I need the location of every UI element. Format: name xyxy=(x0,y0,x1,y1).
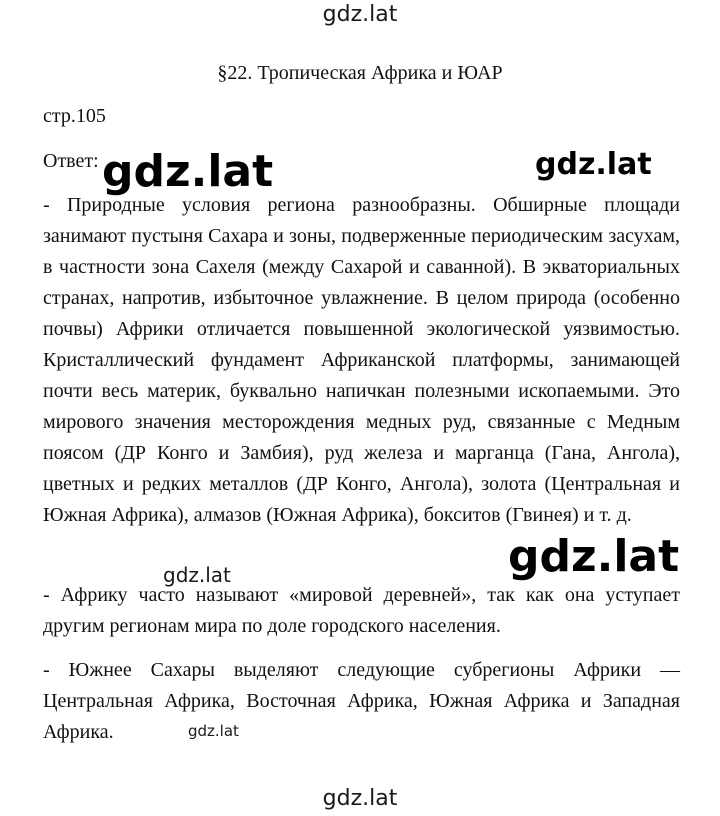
watermark-large-left: gdz.lat xyxy=(102,146,274,197)
watermark-large-right: gdz.lat xyxy=(508,531,680,582)
paragraph-subregions: - Южнее Сахары выделяют следующие субрегионы Африки — Центральная Африка, Восточная Африка, Южная Африка и Западная Африка. xyxy=(43,659,680,743)
watermark-tiny: gdz.lat xyxy=(188,722,239,740)
answer-label: Ответ: xyxy=(43,150,99,172)
watermark-medium-right: gdz.lat xyxy=(535,147,652,182)
page-reference: стр.105 xyxy=(43,105,106,127)
watermark-bottom: gdz.lat xyxy=(322,786,398,811)
section-title: §22. Тропическая Африка и ЮАР xyxy=(217,62,503,84)
paragraph-world-village: - Африку часто называют «мировой деревней», так как она уступает другим регионам мира по доле городского населения. xyxy=(43,584,680,637)
watermark-top: gdz.lat xyxy=(322,2,398,27)
paragraph-natural-conditions: - Природные условия региона разнообразны. Обширные площади занимают пустыня Сахара и зоны, подверженные периодическим засухам, в частности зона Сахеля (между Сахарой и саванной). В экваториальных странах, напротив, избыточное увлажнение. В целом природа (особенно почвы) Африки отличается повышенной экологической уязвимостью. Кристаллический фундамент Африканской платформы, занимающей почти весь материк, буквально напичкан полезными ископаемыми. Это мирового значения месторождения медных руд, связанные с Медным поясом (ДР Конго и Замбия), руд железа и марганца (Гана, Ангола), цветных и редких металлов (ДР Конго, Ангола), золота (Центральная и Южная Африка), алмазов (Южная Африка), бокситов (Гвинея) и т. д. xyxy=(43,194,680,526)
watermark-small-left: gdz.lat xyxy=(163,563,231,587)
